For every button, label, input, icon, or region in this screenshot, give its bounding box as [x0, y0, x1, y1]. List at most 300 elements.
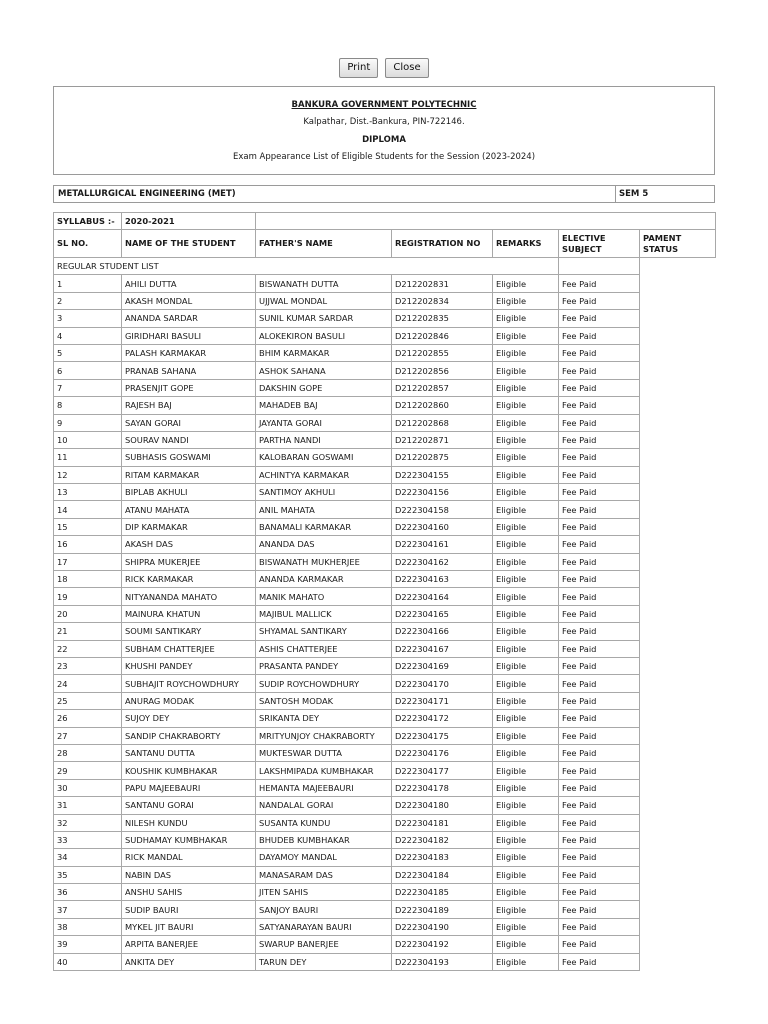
cell-student-name: SUBHAJIT ROYCHOWDHURY [122, 675, 256, 692]
table-row [54, 431, 716, 448]
cell-student-name: AKASH MONDAL [122, 292, 256, 309]
cell-father-name: ASHOK SAHANA [256, 362, 392, 379]
cell-registration-no: D212202857 [392, 379, 493, 396]
cell-remarks: Eligible [493, 814, 559, 831]
cell-father-name: KALOBARAN GOSWAMI [256, 449, 392, 466]
cell-slno: 13 [54, 484, 122, 501]
cell-payment-status [640, 936, 716, 953]
cell-payment-status [640, 953, 716, 970]
cell-elective-subject: Fee Paid [559, 640, 640, 657]
table-row [54, 657, 716, 674]
table-row [54, 449, 716, 466]
cell-payment-status [640, 553, 716, 570]
cell-elective-subject: Fee Paid [559, 275, 640, 292]
cell-registration-no: D222304185 [392, 884, 493, 901]
cell-registration-no: D222304176 [392, 744, 493, 761]
cell-slno: 31 [54, 797, 122, 814]
table-row [54, 779, 716, 796]
cell-remarks: Eligible [493, 762, 559, 779]
cell-remarks: Eligible [493, 675, 559, 692]
cell-payment-status [640, 501, 716, 518]
cell-registration-no: D222304165 [392, 605, 493, 622]
cell-student-name: DIP KARMAKAR [122, 518, 256, 535]
cell-student-name: ANKITA DEY [122, 953, 256, 970]
cell-payment-status [640, 901, 716, 918]
cell-student-name: RICK KARMAKAR [122, 571, 256, 588]
cell-student-name: MAINURA KHATUN [122, 605, 256, 622]
cell-student-name: GIRIDHARI BASULI [122, 327, 256, 344]
cell-registration-no: D222304166 [392, 623, 493, 640]
cell-remarks: Eligible [493, 884, 559, 901]
cell-slno: 17 [54, 553, 122, 570]
cell-father-name: BANAMALI KARMAKAR [256, 518, 392, 535]
cell-student-name: AHILI DUTTA [122, 275, 256, 292]
cell-slno: 14 [54, 501, 122, 518]
table-row [54, 292, 716, 309]
col-header-father: FATHER'S NAME [256, 230, 392, 258]
cell-elective-subject: Fee Paid [559, 310, 640, 327]
section-label: REGULAR STUDENT LIST [54, 258, 559, 275]
cell-registration-no: D222304160 [392, 518, 493, 535]
cell-slno: 2 [54, 292, 122, 309]
cell-father-name: MANASARAM DAS [256, 866, 392, 883]
cell-father-name: SUNIL KUMAR SARDAR [256, 310, 392, 327]
cell-elective-subject: Fee Paid [559, 657, 640, 674]
cell-student-name: RICK MANDAL [122, 849, 256, 866]
table-row [54, 849, 716, 866]
cell-student-name: ANURAG MODAK [122, 692, 256, 709]
cell-remarks: Eligible [493, 362, 559, 379]
student-table [53, 212, 716, 971]
cell-elective-subject: Fee Paid [559, 414, 640, 431]
cell-remarks: Eligible [493, 414, 559, 431]
cell-registration-no: D222304175 [392, 727, 493, 744]
table-row [54, 605, 716, 622]
cell-student-name: NITYANANDA MAHATO [122, 588, 256, 605]
cell-slno: 28 [54, 744, 122, 761]
table-row [54, 553, 716, 570]
cell-student-name: SOUMI SANTIKARY [122, 623, 256, 640]
table-row [54, 362, 716, 379]
cell-registration-no: D222304170 [392, 675, 493, 692]
cell-elective-subject: Fee Paid [559, 884, 640, 901]
cell-elective-subject: Fee Paid [559, 292, 640, 309]
cell-registration-no: D212202846 [392, 327, 493, 344]
cell-registration-no: D212202860 [392, 397, 493, 414]
cell-father-name: SANJOY BAURI [256, 901, 392, 918]
cell-student-name: PRANAB SAHANA [122, 362, 256, 379]
cell-elective-subject: Fee Paid [559, 397, 640, 414]
document-header [53, 86, 715, 175]
cell-elective-subject: Fee Paid [559, 536, 640, 553]
cell-father-name: PARTHA NANDI [256, 431, 392, 448]
table-row [54, 640, 716, 657]
cell-remarks: Eligible [493, 310, 559, 327]
cell-payment-status [640, 692, 716, 709]
section-elective-cell [559, 258, 640, 275]
cell-registration-no: D212202856 [392, 362, 493, 379]
cell-student-name: SANTANU DUTTA [122, 744, 256, 761]
cell-payment-status [640, 397, 716, 414]
cell-father-name: MAJIBUL MALLICK [256, 605, 392, 622]
cell-slno: 21 [54, 623, 122, 640]
cell-slno: 38 [54, 918, 122, 935]
table-row [54, 866, 716, 883]
cell-remarks: Eligible [493, 797, 559, 814]
cell-remarks: Eligible [493, 901, 559, 918]
table-row [54, 623, 716, 640]
cell-slno: 18 [54, 571, 122, 588]
table-row [54, 727, 716, 744]
cell-student-name: SUJOY DEY [122, 710, 256, 727]
cell-slno: 20 [54, 605, 122, 622]
cell-student-name: SAYAN GORAI [122, 414, 256, 431]
syllabus-value: 2020-2021 [122, 213, 256, 230]
cell-elective-subject: Fee Paid [559, 466, 640, 483]
cell-payment-status [640, 918, 716, 935]
table-row [54, 762, 716, 779]
cell-payment-status [640, 362, 716, 379]
cell-elective-subject: Fee Paid [559, 518, 640, 535]
cell-registration-no: D222304167 [392, 640, 493, 657]
cell-father-name: MANIK MAHATO [256, 588, 392, 605]
department-name: METALLURGICAL ENGINEERING (MET) [58, 189, 236, 199]
cell-slno: 34 [54, 849, 122, 866]
cell-registration-no: D222304178 [392, 779, 493, 796]
cell-father-name: ANIL MAHATA [256, 501, 392, 518]
cell-remarks: Eligible [493, 431, 559, 448]
cell-payment-status [640, 884, 716, 901]
cell-elective-subject: Fee Paid [559, 344, 640, 361]
syllabus-row [54, 213, 716, 230]
cell-elective-subject: Fee Paid [559, 901, 640, 918]
cell-slno: 25 [54, 692, 122, 709]
cell-elective-subject: Fee Paid [559, 797, 640, 814]
cell-registration-no: D222304193 [392, 953, 493, 970]
cell-father-name: DAYAMOY MANDAL [256, 849, 392, 866]
cell-student-name: KHUSHI PANDEY [122, 657, 256, 674]
table-row [54, 501, 716, 518]
cell-registration-no: D222304169 [392, 657, 493, 674]
cell-remarks: Eligible [493, 344, 559, 361]
cell-elective-subject: Fee Paid [559, 831, 640, 848]
cell-payment-status [640, 327, 716, 344]
table-row [54, 692, 716, 709]
cell-slno: 36 [54, 884, 122, 901]
cell-father-name: MAHADEB BAJ [256, 397, 392, 414]
cell-father-name: SANTIMOY AKHULI [256, 484, 392, 501]
section-blank-cell [640, 258, 716, 275]
cell-registration-no: D222304172 [392, 710, 493, 727]
table-row [54, 588, 716, 605]
cell-slno: 4 [54, 327, 122, 344]
table-row [54, 884, 716, 901]
cell-remarks: Eligible [493, 518, 559, 535]
cell-elective-subject: Fee Paid [559, 501, 640, 518]
cell-registration-no: D222304184 [392, 866, 493, 883]
table-row [54, 466, 716, 483]
cell-remarks: Eligible [493, 292, 559, 309]
cell-remarks: Eligible [493, 640, 559, 657]
cell-remarks: Eligible [493, 623, 559, 640]
cell-remarks: Eligible [493, 275, 559, 292]
cell-payment-status [640, 292, 716, 309]
cell-slno: 11 [54, 449, 122, 466]
cell-student-name: AKASH DAS [122, 536, 256, 553]
table-header-row [54, 230, 716, 258]
cell-father-name: MUKTESWAR DUTTA [256, 744, 392, 761]
cell-father-name: SATYANARAYAN BAURI [256, 918, 392, 935]
cell-student-name: SANDIP CHAKRABORTY [122, 727, 256, 744]
cell-father-name: BHUDEB KUMBHAKAR [256, 831, 392, 848]
cell-registration-no: D222304158 [392, 501, 493, 518]
cell-remarks: Eligible [493, 484, 559, 501]
cell-registration-no: D222304162 [392, 553, 493, 570]
cell-father-name: ALOKEKIRON BASULI [256, 327, 392, 344]
course-name: DIPLOMA [362, 134, 406, 145]
table-row [54, 518, 716, 535]
cell-slno: 27 [54, 727, 122, 744]
cell-remarks: Eligible [493, 379, 559, 396]
cell-remarks: Eligible [493, 744, 559, 761]
cell-payment-status [640, 484, 716, 501]
table-row [54, 536, 716, 553]
table-row [54, 814, 716, 831]
cell-slno: 23 [54, 657, 122, 674]
cell-registration-no: D222304189 [392, 901, 493, 918]
cell-student-name: SUBHAM CHATTERJEE [122, 640, 256, 657]
cell-student-name: PRASENJIT GOPE [122, 379, 256, 396]
cell-father-name: ACHINTYA KARMAKAR [256, 466, 392, 483]
cell-remarks: Eligible [493, 692, 559, 709]
cell-elective-subject: Fee Paid [559, 379, 640, 396]
table-row [54, 571, 716, 588]
cell-payment-status [640, 657, 716, 674]
cell-payment-status [640, 571, 716, 588]
table-row [54, 918, 716, 935]
cell-remarks: Eligible [493, 918, 559, 935]
cell-remarks: Eligible [493, 327, 559, 344]
print-button[interactable]: Print [339, 58, 378, 78]
cell-elective-subject: Fee Paid [559, 710, 640, 727]
cell-registration-no: D212202835 [392, 310, 493, 327]
table-row [54, 310, 716, 327]
col-header-name: NAME OF THE STUDENT [122, 230, 256, 258]
cell-elective-subject: Fee Paid [559, 675, 640, 692]
cell-payment-status [640, 727, 716, 744]
cell-slno: 40 [54, 953, 122, 970]
cell-elective-subject: Fee Paid [559, 362, 640, 379]
cell-remarks: Eligible [493, 849, 559, 866]
cell-student-name: BIPLAB AKHULI [122, 484, 256, 501]
cell-student-name: SUBHASIS GOSWAMI [122, 449, 256, 466]
cell-elective-subject: Fee Paid [559, 623, 640, 640]
cell-payment-status [640, 431, 716, 448]
cell-father-name: DAKSHIN GOPE [256, 379, 392, 396]
cell-payment-status [640, 466, 716, 483]
cell-student-name: ANSHU SAHIS [122, 884, 256, 901]
cell-student-name: NABIN DAS [122, 866, 256, 883]
button-bar [0, 55, 768, 78]
cell-elective-subject: Fee Paid [559, 692, 640, 709]
cell-slno: 9 [54, 414, 122, 431]
cell-remarks: Eligible [493, 657, 559, 674]
cell-father-name: PRASANTA PANDEY [256, 657, 392, 674]
table-row [54, 379, 716, 396]
syllabus-filler [256, 213, 716, 230]
cell-remarks: Eligible [493, 501, 559, 518]
cell-slno: 24 [54, 675, 122, 692]
cell-slno: 5 [54, 344, 122, 361]
cell-slno: 39 [54, 936, 122, 953]
cell-registration-no: D222304156 [392, 484, 493, 501]
cell-payment-status [640, 814, 716, 831]
cell-father-name: SUDIP ROYCHOWDHURY [256, 675, 392, 692]
cell-registration-no: D222304183 [392, 849, 493, 866]
cell-slno: 26 [54, 710, 122, 727]
table-row [54, 397, 716, 414]
cell-student-name: RITAM KARMAKAR [122, 466, 256, 483]
cell-registration-no: D222304163 [392, 571, 493, 588]
cell-registration-no: D222304190 [392, 918, 493, 935]
table-row [54, 710, 716, 727]
cell-father-name: SRIKANTA DEY [256, 710, 392, 727]
cell-father-name: SHYAMAL SANTIKARY [256, 623, 392, 640]
cell-father-name: JAYANTA GORAI [256, 414, 392, 431]
cell-remarks: Eligible [493, 588, 559, 605]
cell-payment-status [640, 536, 716, 553]
cell-slno: 19 [54, 588, 122, 605]
col-header-reg: REGISTRATION NO [392, 230, 493, 258]
cell-slno: 29 [54, 762, 122, 779]
cell-elective-subject: Fee Paid [559, 571, 640, 588]
cell-elective-subject: Fee Paid [559, 727, 640, 744]
cell-father-name: UJJWAL MONDAL [256, 292, 392, 309]
cell-student-name: KOUSHIK KUMBHAKAR [122, 762, 256, 779]
cell-elective-subject: Fee Paid [559, 953, 640, 970]
table-row [54, 936, 716, 953]
cell-student-name: SANTANU GORAI [122, 797, 256, 814]
cell-elective-subject: Fee Paid [559, 866, 640, 883]
table-row [54, 484, 716, 501]
cell-slno: 30 [54, 779, 122, 796]
cell-elective-subject: Fee Paid [559, 327, 640, 344]
cell-payment-status [640, 414, 716, 431]
cell-remarks: Eligible [493, 449, 559, 466]
cell-payment-status [640, 710, 716, 727]
cell-remarks: Eligible [493, 936, 559, 953]
cell-registration-no: D222304192 [392, 936, 493, 953]
cell-remarks: Eligible [493, 831, 559, 848]
cell-payment-status [640, 275, 716, 292]
cell-registration-no: D222304171 [392, 692, 493, 709]
cell-remarks: Eligible [493, 571, 559, 588]
institute-address: Kalpathar, Dist.-Bankura, PIN-722146. [303, 117, 465, 127]
cell-father-name: BISWANATH MUKHERJEE [256, 553, 392, 570]
student-rows [54, 275, 716, 971]
cell-payment-status [640, 744, 716, 761]
cell-remarks: Eligible [493, 466, 559, 483]
cell-remarks: Eligible [493, 536, 559, 553]
cell-student-name: ARPITA BANERJEE [122, 936, 256, 953]
cell-remarks: Eligible [493, 553, 559, 570]
cell-father-name: BISWANATH DUTTA [256, 275, 392, 292]
cell-payment-status [640, 797, 716, 814]
table-row [54, 797, 716, 814]
table-row [54, 744, 716, 761]
cell-father-name: BHIM KARMAKAR [256, 344, 392, 361]
cell-student-name: ANANDA SARDAR [122, 310, 256, 327]
cell-payment-status [640, 831, 716, 848]
cell-elective-subject: Fee Paid [559, 762, 640, 779]
cell-slno: 10 [54, 431, 122, 448]
cell-slno: 22 [54, 640, 122, 657]
cell-slno: 8 [54, 397, 122, 414]
cell-payment-status [640, 344, 716, 361]
department-bar [53, 185, 715, 203]
document-subtitle: Exam Appearance List of Eligible Students for the Session (2023-2024) [232, 152, 536, 162]
cell-payment-status [640, 640, 716, 657]
cell-registration-no: D222304164 [392, 588, 493, 605]
cell-elective-subject: Fee Paid [559, 936, 640, 953]
cell-registration-no: D212202855 [392, 344, 493, 361]
cell-registration-no: D212202875 [392, 449, 493, 466]
semester-label: SEM 5 [615, 186, 648, 202]
table-row [54, 414, 716, 431]
cell-payment-status [640, 588, 716, 605]
cell-father-name: SWARUP BANERJEE [256, 936, 392, 953]
cell-registration-no: D212202871 [392, 431, 493, 448]
cell-remarks: Eligible [493, 710, 559, 727]
cell-father-name: JITEN SAHIS [256, 884, 392, 901]
cell-elective-subject: Fee Paid [559, 605, 640, 622]
cell-slno: 6 [54, 362, 122, 379]
cell-elective-subject: Fee Paid [559, 588, 640, 605]
cell-slno: 15 [54, 518, 122, 535]
cell-remarks: Eligible [493, 779, 559, 796]
cell-registration-no: D222304181 [392, 814, 493, 831]
cell-registration-no: D212202831 [392, 275, 493, 292]
cell-father-name: ANANDA DAS [256, 536, 392, 553]
close-button[interactable]: Close [385, 58, 428, 78]
cell-remarks: Eligible [493, 605, 559, 622]
institute-name: BANKURA GOVERNMENT POLYTECHNIC [291, 100, 477, 110]
cell-father-name: ASHIS CHATTERJEE [256, 640, 392, 657]
table-row [54, 953, 716, 970]
cell-payment-status [640, 779, 716, 796]
col-header-elective: ELECTIVE SUBJECT [559, 230, 640, 258]
cell-slno: 12 [54, 466, 122, 483]
cell-elective-subject: Fee Paid [559, 814, 640, 831]
cell-elective-subject: Fee Paid [559, 484, 640, 501]
col-header-remarks: REMARKS [493, 230, 559, 258]
cell-elective-subject: Fee Paid [559, 449, 640, 466]
cell-remarks: Eligible [493, 727, 559, 744]
cell-elective-subject: Fee Paid [559, 744, 640, 761]
cell-student-name: MYKEL JIT BAURI [122, 918, 256, 935]
cell-elective-subject: Fee Paid [559, 779, 640, 796]
cell-student-name: NILESH KUNDU [122, 814, 256, 831]
cell-payment-status [640, 762, 716, 779]
cell-payment-status [640, 623, 716, 640]
cell-student-name: SOURAV NANDI [122, 431, 256, 448]
cell-registration-no: D222304155 [392, 466, 493, 483]
cell-slno: 35 [54, 866, 122, 883]
cell-elective-subject: Fee Paid [559, 918, 640, 935]
table-row [54, 831, 716, 848]
cell-payment-status [640, 518, 716, 535]
cell-slno: 16 [54, 536, 122, 553]
